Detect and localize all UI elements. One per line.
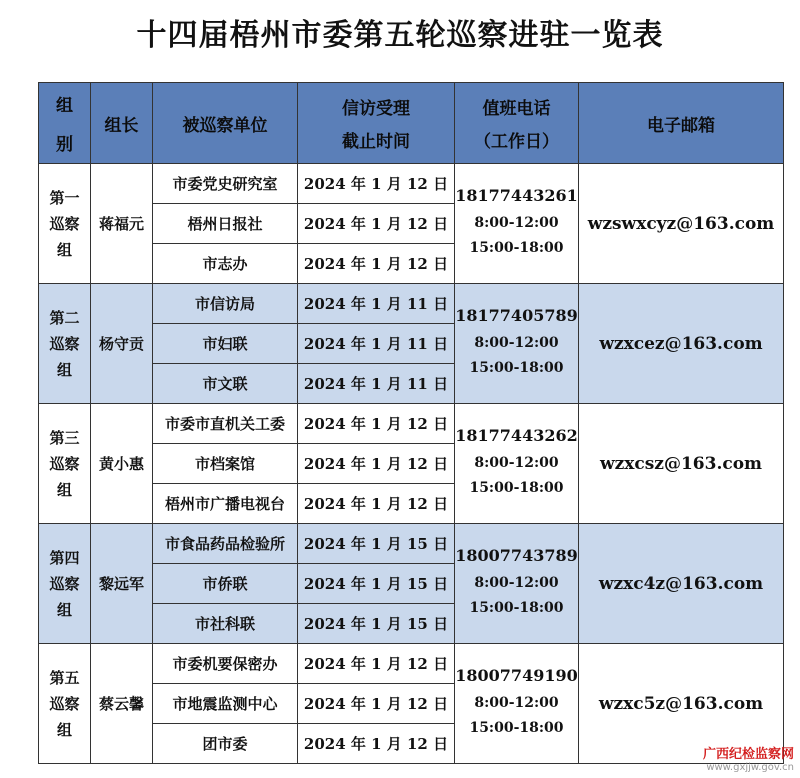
phone-cell [455, 524, 579, 644]
group-name-line: 组 [56, 720, 72, 739]
unit-cell: 梧州日报社 [153, 204, 298, 244]
table-row [39, 644, 784, 684]
group-name-line: 巡察 [49, 574, 80, 593]
group-name-line: 第三 [49, 428, 80, 447]
unit-cell: 市文联 [153, 364, 298, 404]
header-group-line1: 组 [56, 96, 73, 116]
header-email: 电子邮箱 [579, 83, 784, 164]
group-name-line: 巡察 [49, 454, 80, 473]
deadline-cell: 2024 年 1 月 11 日 [298, 364, 455, 404]
table-row [39, 284, 784, 324]
deadline-cell: 2024 年 1 月 12 日 [298, 444, 455, 484]
duty-hours-afternoon: 15:00-18:00 [469, 480, 564, 496]
header-phone-line1: 值班电话 [482, 99, 551, 119]
duty-hours-afternoon: 15:00-18:00 [469, 360, 564, 376]
unit-cell: 市食品药品检验所 [153, 524, 298, 564]
email-cell: wzxcsz@163.com [579, 404, 784, 524]
leader-cell: 黄小惠 [91, 404, 153, 524]
deadline-cell: 2024 年 1 月 12 日 [298, 204, 455, 244]
duty-hours-afternoon: 15:00-18:00 [469, 240, 564, 256]
deadline-cell: 2024 年 1 月 11 日 [298, 324, 455, 364]
deadline-cell: 2024 年 1 月 12 日 [298, 244, 455, 284]
group-name-cell [39, 524, 91, 644]
unit-cell: 市社科联 [153, 604, 298, 644]
email-cell: wzxc4z@163.com [579, 524, 784, 644]
phone-cell [455, 404, 579, 524]
deadline-cell: 2024 年 1 月 15 日 [298, 604, 455, 644]
duty-hours-morning: 8:00-12:00 [474, 215, 559, 231]
header-deadline-line1: 信访受理 [342, 99, 410, 119]
duty-hours-morning: 8:00-12:00 [474, 335, 559, 351]
unit-cell: 市侨联 [153, 564, 298, 604]
unit-cell: 市地震监测中心 [153, 684, 298, 724]
deadline-cell: 2024 年 1 月 11 日 [298, 284, 455, 324]
phone-number: 18007743789 [455, 546, 578, 565]
phone-number: 18177443262 [455, 426, 578, 445]
group-name-line: 第五 [49, 668, 80, 687]
group-name-line: 巡察 [49, 334, 80, 353]
group-name-cell [39, 644, 91, 764]
deadline-cell: 2024 年 1 月 12 日 [298, 404, 455, 444]
table-row [39, 524, 784, 564]
deadline-cell: 2024 年 1 月 12 日 [298, 684, 455, 724]
deadline-cell: 2024 年 1 月 12 日 [298, 164, 455, 204]
header-group [39, 83, 91, 164]
header-unit: 被巡察单位 [153, 83, 298, 164]
phone-number: 18007749190 [455, 666, 578, 685]
duty-hours-morning: 8:00-12:00 [474, 695, 559, 711]
unit-cell: 市志办 [153, 244, 298, 284]
deadline-cell: 2024 年 1 月 12 日 [298, 724, 455, 764]
group-name-line: 巡察 [49, 214, 80, 233]
unit-cell: 市委党史研究室 [153, 164, 298, 204]
group-name-line: 组 [56, 240, 72, 259]
unit-cell: 市档案馆 [153, 444, 298, 484]
unit-cell: 团市委 [153, 724, 298, 764]
watermark-text: 广西纪检监察网 [702, 747, 794, 762]
phone-cell [455, 644, 579, 764]
table-header-row [39, 83, 784, 164]
table-row [39, 164, 784, 204]
duty-hours-morning: 8:00-12:00 [474, 455, 559, 471]
group-name-cell [39, 284, 91, 404]
leader-cell: 黎远军 [91, 524, 153, 644]
group-name-line: 第四 [49, 548, 80, 567]
unit-cell: 市委市直机关工委 [153, 404, 298, 444]
deadline-cell: 2024 年 1 月 12 日 [298, 644, 455, 684]
group-name-cell [39, 164, 91, 284]
header-leader: 组长 [91, 83, 153, 164]
leader-cell: 蔡云馨 [91, 644, 153, 764]
phone-number: 18177405789 [455, 306, 578, 325]
group-name-line: 组 [56, 600, 72, 619]
unit-cell: 市委机要保密办 [153, 644, 298, 684]
header-phone [455, 83, 579, 164]
group-name-line: 第二 [49, 308, 80, 327]
duty-hours-afternoon: 15:00-18:00 [469, 720, 564, 736]
phone-cell [455, 284, 579, 404]
group-name-line: 巡察 [49, 694, 80, 713]
phone-cell [455, 164, 579, 284]
leader-cell: 蒋福元 [91, 164, 153, 284]
site-watermark [703, 748, 794, 773]
table-row [39, 404, 784, 444]
header-group-line2: 别 [56, 135, 73, 155]
inspection-table [38, 82, 784, 764]
unit-cell: 梧州市广播电视台 [153, 484, 298, 524]
email-cell: wzxcez@163.com [579, 284, 784, 404]
deadline-cell: 2024 年 1 月 15 日 [298, 524, 455, 564]
header-deadline-line2: 截止时间 [342, 132, 410, 152]
deadline-cell: 2024 年 1 月 12 日 [298, 484, 455, 524]
unit-cell: 市妇联 [153, 324, 298, 364]
header-deadline [298, 83, 455, 164]
duty-hours-afternoon: 15:00-18:00 [469, 600, 564, 616]
email-cell: wzswxcyz@163.com [579, 164, 784, 284]
group-name-line: 组 [56, 480, 72, 499]
leader-cell: 杨守贡 [91, 284, 153, 404]
deadline-cell: 2024 年 1 月 15 日 [298, 564, 455, 604]
watermark-url: www.gxjjw.gov.cn [706, 762, 794, 774]
duty-hours-morning: 8:00-12:00 [474, 575, 559, 591]
page-title: 十四届梧州市委第五轮巡察进驻一览表 [136, 18, 664, 53]
email-cell: wzxc5z@163.com [579, 644, 784, 764]
phone-number: 18177443261 [455, 186, 578, 205]
group-name-line: 组 [56, 360, 72, 379]
unit-cell: 市信访局 [153, 284, 298, 324]
group-name-line: 第一 [49, 188, 80, 207]
header-phone-line2: （工作日） [474, 132, 559, 152]
group-name-cell [39, 404, 91, 524]
